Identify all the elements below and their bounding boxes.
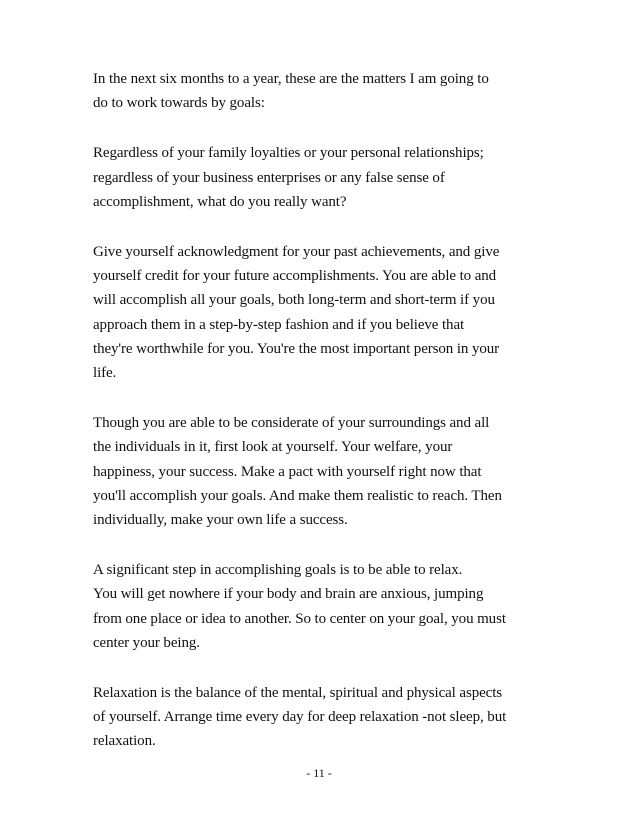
paragraph-relax bbox=[93, 558, 553, 655]
paragraph-goals-intro bbox=[93, 67, 553, 115]
text-line: do to work towards by goals: bbox=[93, 95, 265, 112]
text-line: regardless of your business enterprises or any false sense of bbox=[93, 169, 445, 186]
paragraph-look-at-yourself bbox=[93, 411, 553, 532]
paragraph-relaxation-balance bbox=[93, 681, 553, 754]
text-line: they're worthwhile for you. You're the most important person in your bbox=[93, 340, 500, 357]
text-line: of yourself. Arrange time every day for deep relaxation -not sleep, but bbox=[93, 709, 507, 726]
text-line: Though you are able to be considerate of your surroundings and all bbox=[93, 415, 490, 432]
text-line: You will get nowhere if your body and brain are anxious, jumping bbox=[93, 586, 484, 603]
text-line: will accomplish all your goals, both long-term and short-term if you bbox=[93, 292, 495, 309]
text-line: Give yourself acknowledgment for your past achievements, and give bbox=[93, 244, 500, 261]
text-line: center your being. bbox=[93, 634, 200, 651]
text-line: A significant step in accomplishing goals is to be able to relax. bbox=[93, 562, 463, 579]
text-line: In the next six months to a year, these are the matters I am going to bbox=[93, 71, 489, 87]
text-line: life. bbox=[93, 365, 117, 382]
text-line: individually, make your own life a success. bbox=[93, 512, 348, 529]
text-line: accomplishment, what do you really want? bbox=[93, 193, 347, 210]
text-line: the individuals in it, first look at yourself. Your welfare, your bbox=[93, 439, 453, 456]
text-line: relaxation. bbox=[93, 733, 156, 750]
text-line: approach them in a step-by-step fashion and if you believe that bbox=[93, 316, 465, 333]
paragraph-acknowledgment bbox=[93, 240, 553, 385]
text-line: you'll accomplish your goals. And make them realistic to reach. Then bbox=[93, 487, 502, 504]
text-line: Relaxation is the balance of the mental, spiritual and physical aspects bbox=[93, 685, 503, 702]
page-number: - 11 - bbox=[306, 766, 332, 780]
text-line: happiness, your success. Make a pact with yourself right now that bbox=[93, 463, 482, 480]
text-line: yourself credit for your future accomplishments. You are able to and bbox=[93, 268, 497, 285]
body-text bbox=[93, 67, 553, 780]
text-line: from one place or idea to another. So to center on your goal, you must bbox=[93, 610, 506, 627]
paragraph-what-do-you-want bbox=[93, 141, 553, 214]
text-line: Regardless of your family loyalties or your personal relationships; bbox=[93, 145, 484, 162]
